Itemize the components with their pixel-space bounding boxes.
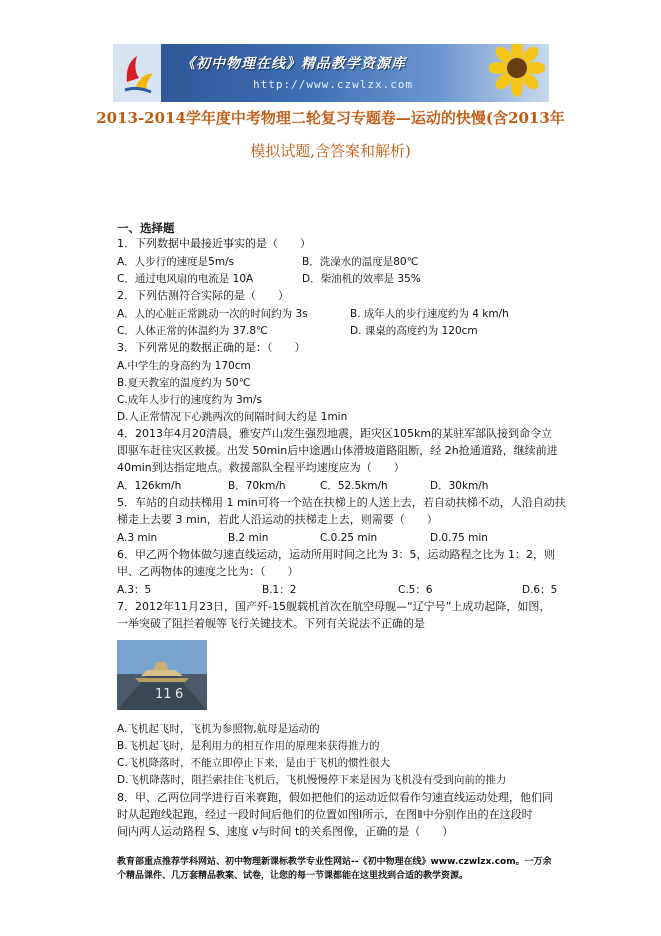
question-6-option-d: D.6：5	[522, 584, 558, 596]
question-8-line1: 8．甲、乙两位同学进行百米赛跑，假如把他们的运动近似看作匀速直线运动处理，他们同	[117, 791, 553, 804]
question-6-line1: 6．甲乙两个物体做匀速直线运动，运动所用时间之比为 3：5，运动路程之比为 1：2，则	[117, 548, 555, 561]
question-1-option-b: B．洗澡水的温度是80℃	[302, 256, 419, 268]
svg-text:6: 6	[175, 687, 184, 702]
question-5-option-c: C.0.25 min	[320, 532, 378, 544]
svg-text:11: 11	[155, 687, 172, 702]
question-2-stem: 2．下列估测符合实际的是（ ）	[117, 289, 289, 302]
question-5-option-a: A.3 min	[117, 532, 158, 544]
question-6-option-b: B.1：2	[262, 584, 297, 596]
question-4-option-b: B．70km/h	[228, 480, 286, 492]
question-7-line2: 一举突破了阻拦着舰等飞行关键技术。下列有关说法不正确的是	[117, 617, 425, 630]
section-heading: 一、选择题	[117, 221, 175, 235]
question-2-option-d: D. 课桌的高度约为 120cm	[350, 325, 478, 337]
question-1-option-c: C．通过电风扇的电流是 10A	[117, 273, 254, 285]
question-2-option-a: A．人的心脏正常跳动一次的时间约为 3s	[117, 308, 308, 320]
question-7-line1: 7．2012年11月23日，国产歼-15舰载机首次在航空母舰—“辽宁号”上成功起降，如图，	[117, 600, 551, 613]
question-4-option-d: D．30km/h	[430, 480, 489, 492]
question-8-line2: 时从起跑线起跑，经过一段时间后他们的位置如图Ⅰ所示，在图Ⅱ中分别作出的在这段时	[117, 808, 533, 821]
question-3-option-b: B.夏天教室的温度约为 50℃	[117, 377, 251, 389]
question-7-option-a: A.飞机起飞时，飞机为参照物,航母是运动的	[117, 723, 320, 735]
question-8-line3: 间内两人运动路程 S、速度 v与时间 t的关系图像，正确的是（ ）	[117, 825, 454, 838]
question-6-option-a: A.3：5	[117, 584, 152, 596]
question-7-option-d: D.飞机降落时，阻拦索挂住飞机后，飞机慢慢停下来是因为飞机没有受到向前的推力	[117, 774, 507, 786]
question-5-option-d: D.0.75 min	[430, 532, 488, 544]
carrier-jet-image	[117, 640, 207, 710]
question-5-line2: 梯走上去要 3 min，若此人沿运动的扶梯走上去，则需要（ ）	[117, 513, 438, 526]
site-banner	[113, 44, 549, 102]
sunflower-icon	[489, 44, 545, 102]
logo-panel	[113, 44, 161, 102]
question-3-stem: 3．下列常见的数据正确的是：（ ）	[117, 341, 306, 354]
question-4-option-a: A．126km/h	[117, 480, 182, 492]
question-3-option-a: A.中学生的身高约为 170cm	[117, 360, 251, 372]
question-7-option-c: C.飞机降落时，不能立即停止下来，是由于飞机的惯性很大	[117, 757, 391, 769]
footer-line2: 个精品课件、几万套精品教案、试卷，让您的每一节课都能在这里找到合适的教学资源。	[117, 871, 469, 881]
document-title-line2: 模拟试题,含答案和解析)	[250, 142, 411, 160]
question-2-option-b: B. 成年人的步行速度约为 4 km/h	[350, 308, 509, 320]
carrier-jet-photo	[117, 640, 207, 710]
question-5-option-b: B.2 min	[228, 532, 269, 544]
question-6-option-c: C.5：6	[398, 584, 433, 596]
site-logo-icon	[121, 52, 155, 94]
question-5-line1: 5．车站的自动扶梯用 1 min可将一个站在扶梯上的人送上去，若自动扶梯不动，人沿自动扶	[117, 496, 566, 509]
site-title: 《初中物理在线》精品教学资源库	[181, 56, 406, 72]
question-4-line2: 即驱车赶往灾区救援。出发 50min后中途遇山体滑坡道路阻断，经 2h抢通道路，继续前进	[117, 444, 558, 457]
question-2-option-c: C．人体正常的体温约为 37.8℃	[117, 325, 268, 337]
question-4-option-c: C．52.5km/h	[320, 480, 388, 492]
question-4-line3: 40min到达指定地点。救援部队全程平均速度应为（ ）	[117, 461, 405, 474]
question-1-option-a: A．人步行的速度是5m/s	[117, 256, 235, 268]
site-url[interactable]: http://www.czwlzx.com	[253, 78, 414, 91]
question-1-option-d: D．柴油机的效率是 35%	[302, 273, 421, 285]
question-4-line1: 4．2013年4月20清晨，雅安芦山发生强烈地震，距灾区105km的某驻军部队接到命令立	[117, 427, 553, 440]
question-1-stem: 1．下列数据中最接近事实的是（ ）	[117, 237, 311, 250]
question-7-option-b: B.飞机起飞时，是利用力的相互作用的原理来获得推力的	[117, 740, 380, 752]
document-title-line1: 2013-2014学年度中考物理二轮复习专题卷—运动的快慢(含2013年	[96, 109, 565, 127]
question-3-option-d: D.人正常情况下心跳两次的间隔时间大约是 1min	[117, 411, 348, 423]
question-6-line2: 甲、乙两物体的速度之比为：（ ）	[117, 565, 299, 578]
footer-line1: 教育部重点推荐学科网站、初中物理新课标教学专业性网站--《初中物理在线》www.czwlzx.com。一万余	[117, 857, 552, 867]
question-3-option-c: C.成年人步行的速度约为 3m/s	[117, 394, 262, 406]
